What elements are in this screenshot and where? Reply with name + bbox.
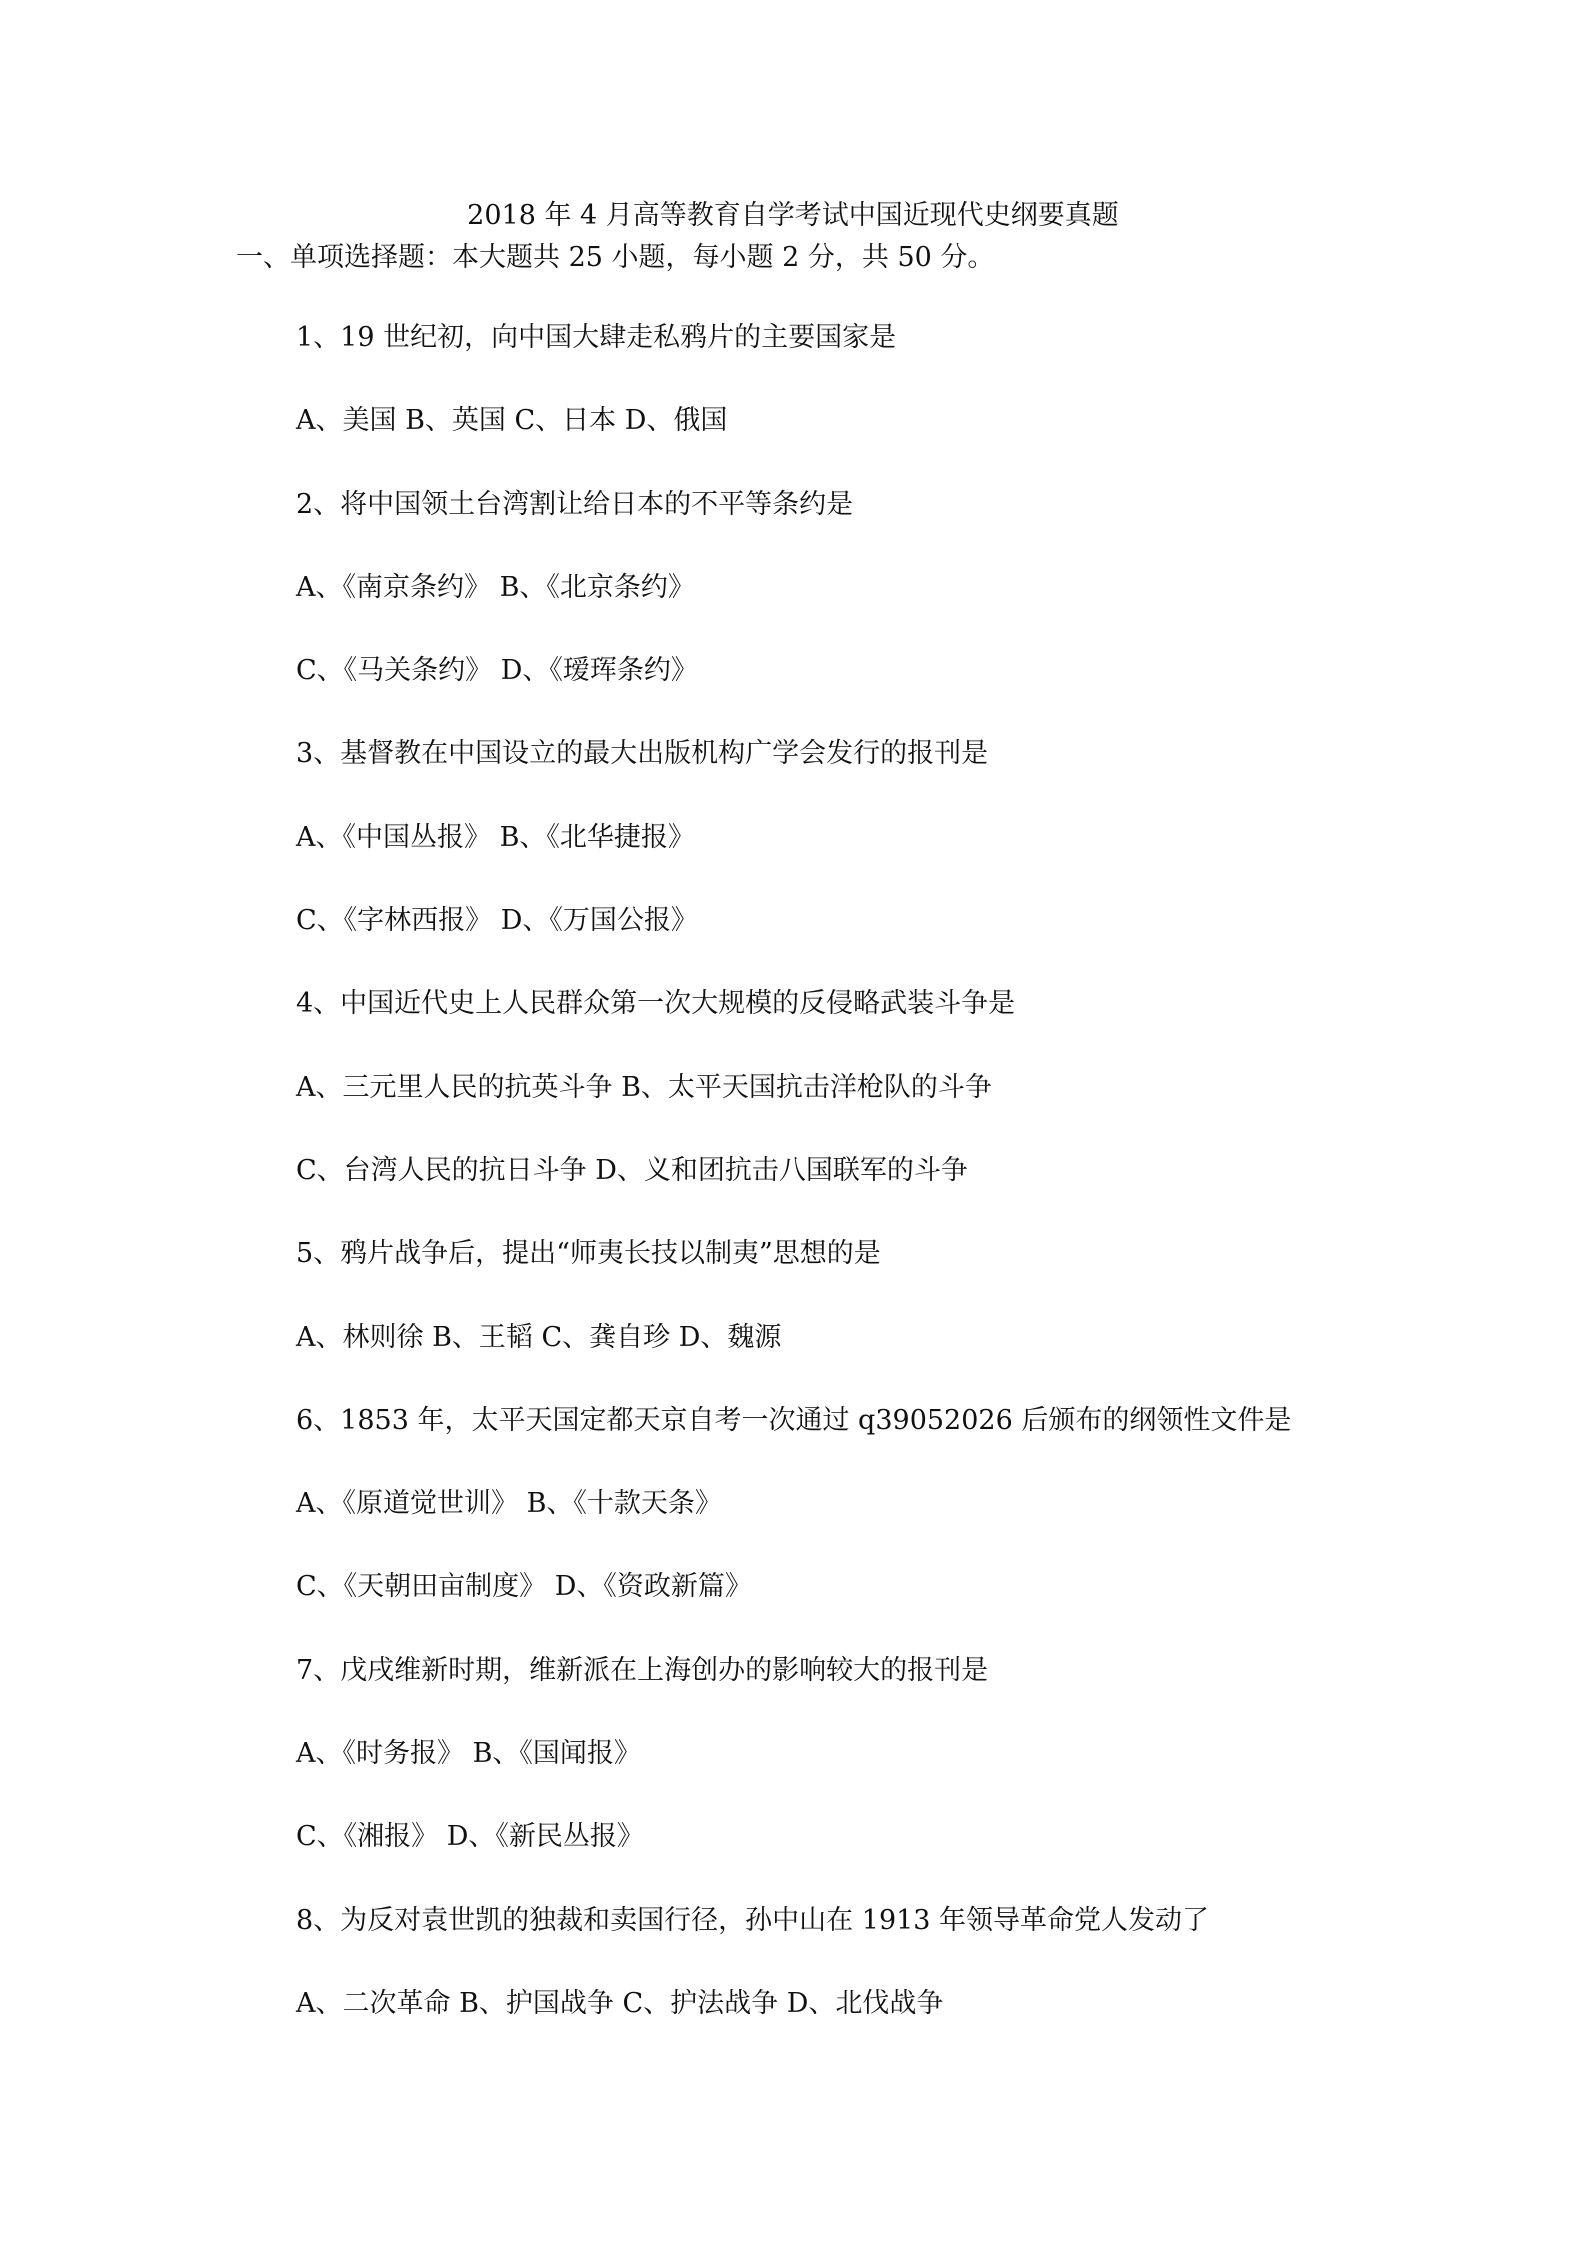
question-8-stem: 8、为反对袁世凯的独裁和卖国行径，孙中山在 1913 年领导革命党人发动了 [296, 1904, 1210, 1936]
question-6-stem: 6、1853 年，太平天国定都天京自考一次通过 q39052026 后颁布的纲领性文件是 [296, 1404, 1292, 1436]
question-2-stem: 2、将中国领土台湾割让给日本的不平等条约是 [296, 488, 854, 520]
question-6-options-ab: A、《原道觉世训》 B、《十款天条》 [296, 1488, 722, 1520]
question-3-stem: 3、基督教在中国设立的最大出版机构广学会发行的报刊是 [296, 738, 989, 770]
question-7-options-cd: C、《湘报》 D、《新民丛报》 [296, 1821, 644, 1853]
question-7-stem: 7、戊戌维新时期，维新派在上海创办的影响较大的报刊是 [296, 1654, 989, 1686]
question-4-stem: 4、中国近代史上人民群众第一次大规模的反侵略武装斗争是 [296, 988, 1016, 1020]
question-2-options-ab: A、《南京条约》 B、《北京条约》 [296, 571, 695, 603]
question-3-options-cd: C、《字林西报》 D、《万国公报》 [296, 905, 698, 937]
section-heading: 一、单项选择题：本大题共 25 小题，每小题 2 分，共 50 分。 [236, 242, 995, 273]
question-1-options: A、美国 B、英国 C、日本 D、俄国 [296, 405, 728, 437]
question-2-options-cd: C、《马关条约》 D、《瑷珲条约》 [296, 655, 698, 687]
document-title: 2018 年 4 月高等教育自学考试中国近现代史纲要真题 [467, 200, 1119, 231]
question-4-options-cd: C、台湾人民的抗日斗争 D、义和团抗击八国联军的斗争 [296, 1154, 968, 1186]
question-1-stem: 1、19 世纪初，向中国大肆走私鸦片的主要国家是 [296, 322, 897, 353]
question-4-options-ab: A、三元里人民的抗英斗争 B、太平天国抗击洋枪队的斗争 [296, 1071, 992, 1103]
question-7-options-ab: A、《时务报》 B、《国闻报》 [296, 1738, 641, 1770]
question-list [296, 318, 1496, 2067]
question-3-options-ab: A、《中国丛报》 B、《北华捷报》 [296, 821, 695, 853]
question-5-stem: 5、鸦片战争后，提出“师夷长技以制夷”思想的是 [296, 1238, 881, 1270]
question-6-options-cd: C、《天朝田亩制度》 D、《资政新篇》 [296, 1571, 752, 1603]
question-8-options: A、二次革命 B、护国战争 C、护法战争 D、北伐战争 [296, 1987, 944, 2019]
question-5-options: A、林则徐 B、王韬 C、龚自珍 D、魏源 [296, 1321, 782, 1353]
